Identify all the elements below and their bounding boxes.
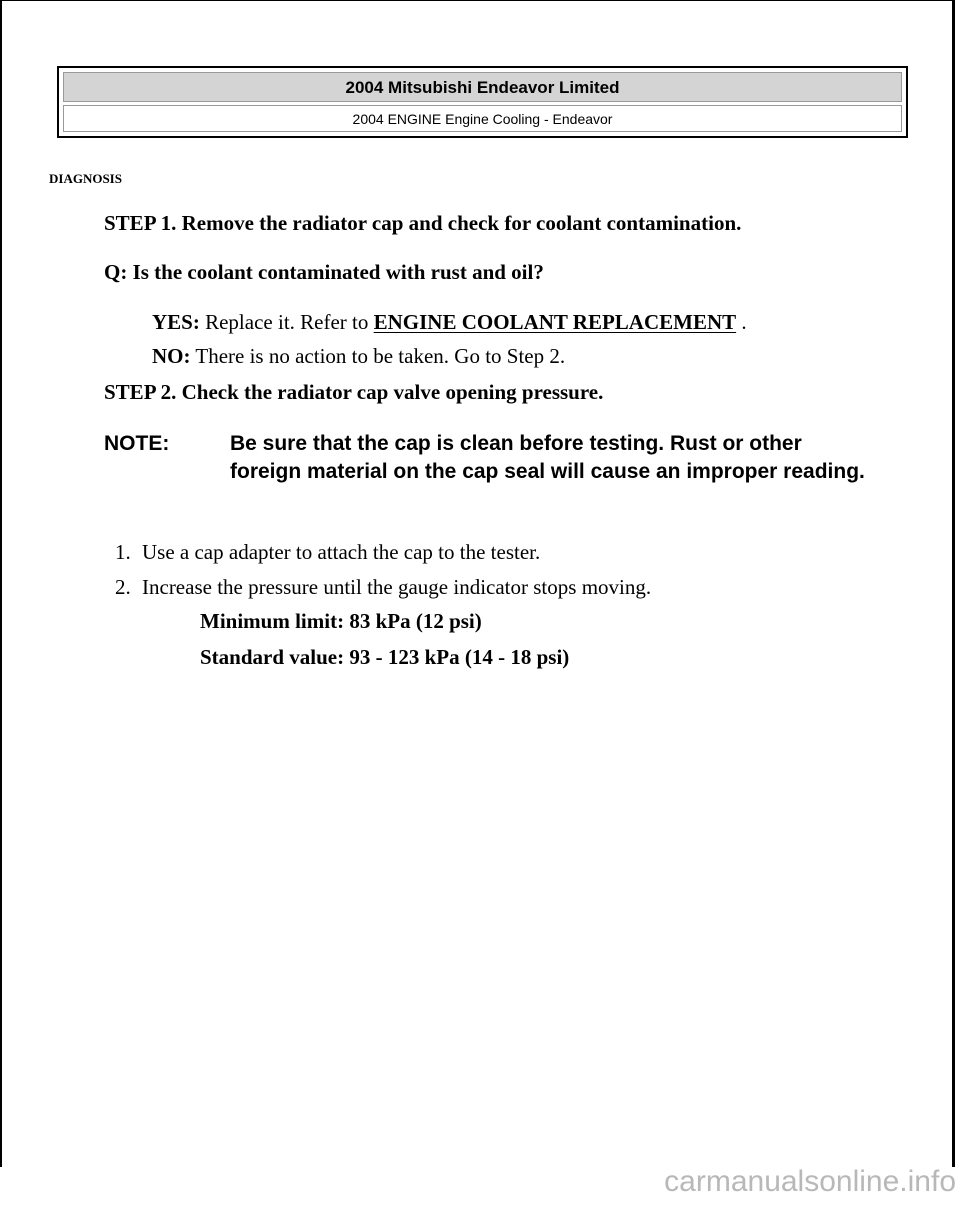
no-label: NO:: [152, 344, 191, 368]
note-label: NOTE:: [104, 432, 170, 455]
step2-title: STEP 2. Check the radiator cap valve opening pressure.: [104, 380, 604, 404]
spec-standard-value: Standard value: 93 - 123 kPa (14 - 18 psi): [200, 645, 570, 669]
header-title: 2004 Mitsubishi Endeavor Limited: [63, 72, 902, 102]
section-heading: DIAGNOSIS: [49, 171, 122, 186]
yes-text: Replace it. Refer to: [205, 310, 369, 334]
yes-end: .: [741, 310, 747, 334]
list-item: [115, 575, 651, 600]
document-header: [57, 66, 908, 138]
footer-watermark: carmanualsonline.info: [664, 1165, 956, 1198]
step1-yes-line: [152, 310, 747, 335]
note-text: Be sure that the cap is clean before testing. Rust or other foreign material on the cap seal will cause an improper reading.: [230, 432, 865, 483]
list-item-number: 1.: [115, 540, 131, 564]
list-item: [115, 540, 540, 565]
list-item-text: Increase the pressure until the gauge indicator stops moving.: [142, 575, 652, 599]
step1-question: Q: Is the coolant contaminated with rust and oil?: [104, 260, 544, 284]
yes-label: YES:: [152, 310, 200, 334]
step1-no-line: [152, 344, 565, 369]
header-subtitle: 2004 ENGINE Engine Cooling - Endeavor: [63, 105, 902, 132]
engine-coolant-replacement-link[interactable]: ENGINE COOLANT REPLACEMENT: [373, 310, 737, 334]
list-item-text: Use a cap adapter to attach the cap to the tester.: [142, 540, 541, 564]
no-text: There is no action to be taken. Go to Step 2.: [195, 344, 566, 368]
list-item-number: 2.: [115, 575, 131, 599]
spec-minimum-limit: Minimum limit: 83 kPa (12 psi): [200, 609, 482, 633]
step1-title: STEP 1. Remove the radiator cap and check for coolant contamination.: [104, 211, 742, 235]
